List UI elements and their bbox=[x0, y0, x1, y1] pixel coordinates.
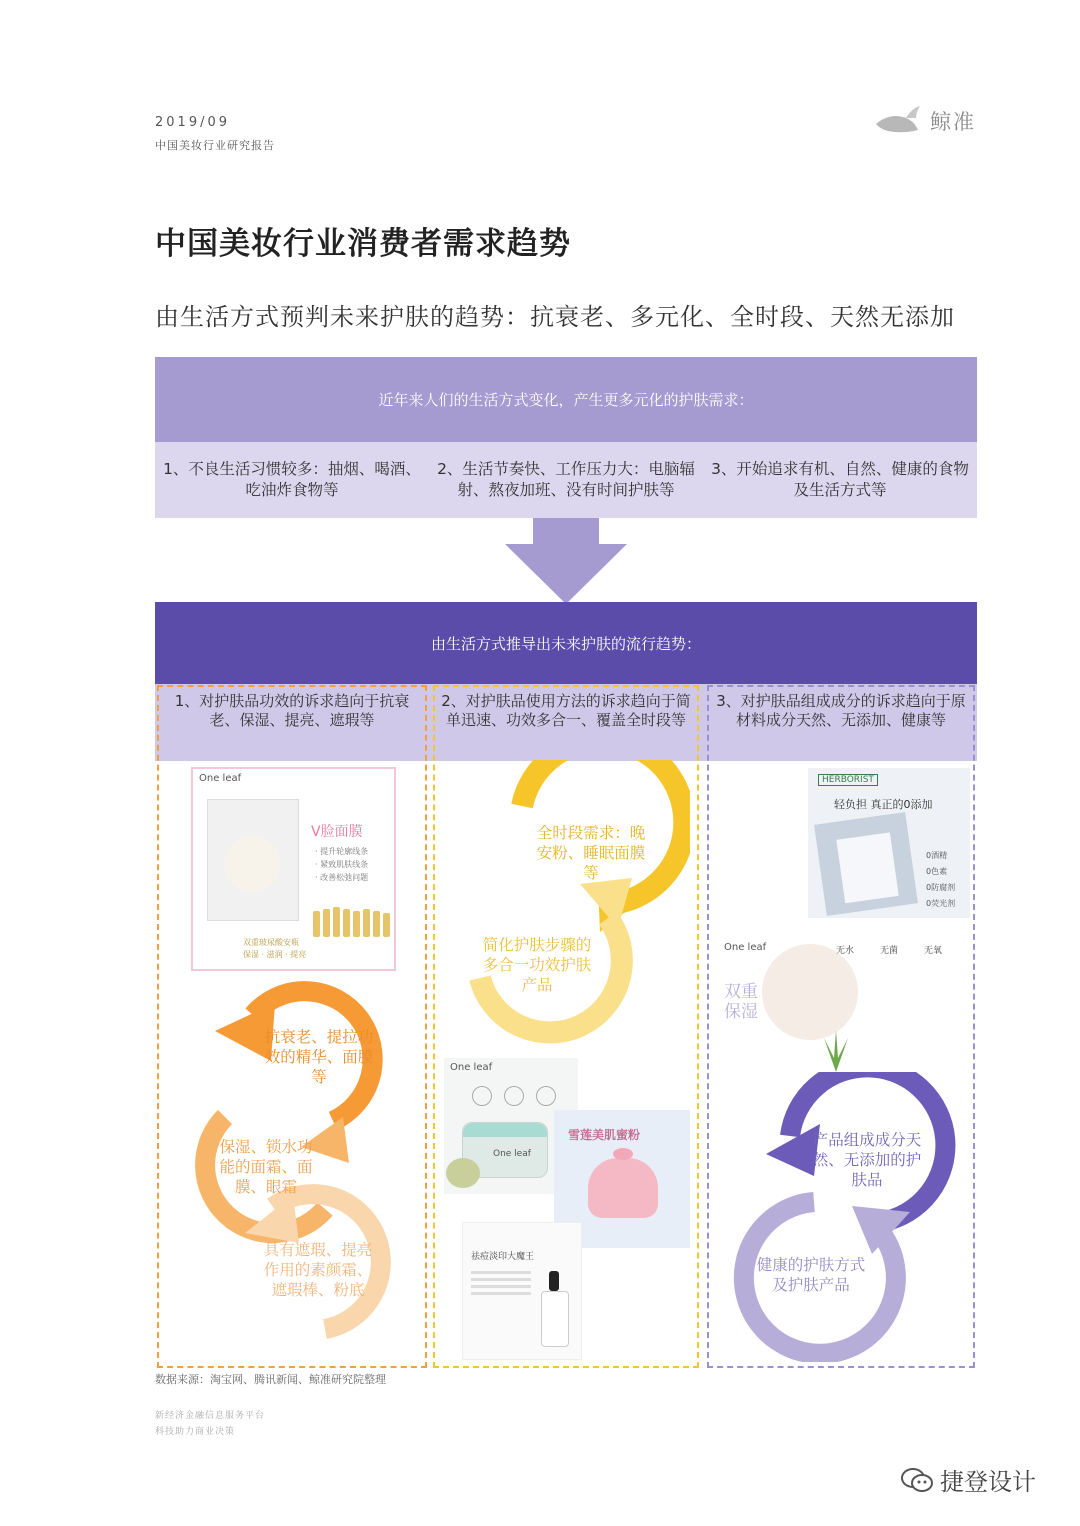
watermark-text: 捷登设计 bbox=[940, 1468, 1036, 1496]
product-image-serum bbox=[462, 1222, 582, 1360]
logo-text: 鲸准 bbox=[930, 110, 976, 134]
aloe-icon bbox=[818, 1028, 854, 1072]
product-tagline: 轻负担 真正的0添加 bbox=[834, 798, 933, 811]
product-brand: HERBORIST bbox=[818, 774, 878, 786]
down-arrow-icon bbox=[505, 518, 627, 604]
need-item: 2、生活节奏快、工作压力大：电脑辐射、熬夜加班、没有时间护肤等 bbox=[437, 460, 695, 499]
feature-label: 无氧 bbox=[924, 946, 943, 956]
logo bbox=[872, 104, 976, 138]
product-brand: One leaf bbox=[724, 942, 767, 953]
needs-header-text: 近年来人们的生活方式变化，产生更多元化的护肤需求： bbox=[378, 391, 754, 409]
data-source: 数据来源：淘宝网、腾讯新闻、鲸准研究院整理 bbox=[155, 1373, 386, 1386]
purple-cycle-graphic bbox=[722, 1072, 962, 1362]
need-item: 3、开始追求有机、自然、健康的食物及生活方式等 bbox=[711, 460, 969, 499]
ring-text: 保湿、锁水功能的面霜、面膜、眼霜 bbox=[219, 1138, 313, 1196]
jar-brand: One leaf bbox=[493, 1149, 531, 1159]
ring-text: 全时段需求：晚安粉、睡眠面膜等 bbox=[536, 824, 646, 882]
ampoule-icon bbox=[311, 901, 391, 939]
whale-icon bbox=[872, 104, 924, 138]
ampoule-vials bbox=[311, 901, 391, 939]
report-name: 中国美妆行业研究报告 bbox=[155, 139, 275, 152]
footer-line: 科技助力商业决策 bbox=[155, 1427, 236, 1437]
trends-header bbox=[155, 602, 977, 684]
product-big-text: 双重保湿 bbox=[724, 982, 758, 1022]
check-item: 0色素 bbox=[926, 867, 948, 876]
trend-title-3: 3、对护肤品组成成分的诉求趋向于原材料成分天然、无添加、健康等 bbox=[716, 692, 966, 729]
feature-icon bbox=[536, 1086, 556, 1106]
product-line: · 提升轮廓线条 bbox=[315, 847, 369, 856]
check-list bbox=[926, 848, 955, 912]
mask-circle bbox=[224, 836, 280, 892]
product-lines bbox=[315, 845, 368, 884]
product-title: 雪莲美肌蜜粉 bbox=[568, 1128, 641, 1142]
report-date: 2019/09 bbox=[155, 115, 231, 130]
ring-text: 简化护肤步骤的多合一功效护肤产品 bbox=[482, 936, 592, 994]
ring-text: 健康的护肤方式及护肤产品 bbox=[756, 1256, 866, 1294]
footer-line: 新经济金融信息服务平台 bbox=[155, 1411, 266, 1421]
needs-row bbox=[155, 442, 977, 518]
powder-jar bbox=[588, 1158, 658, 1218]
feature-label: 无菌 bbox=[880, 946, 899, 956]
needs-header bbox=[155, 357, 977, 442]
jar-knob bbox=[613, 1148, 633, 1160]
product-image-moisture bbox=[718, 938, 970, 1078]
check-item: 0酒精 bbox=[926, 851, 948, 860]
product-image-herborist bbox=[808, 768, 970, 918]
cream-blob bbox=[762, 944, 858, 1040]
mask-label bbox=[836, 832, 898, 903]
feature-icons bbox=[472, 1086, 556, 1106]
mask-package bbox=[814, 812, 918, 916]
product-bottom: 双重玻尿酸安瓶 bbox=[243, 938, 299, 947]
product-title: 祛痘淡印大魔王 bbox=[471, 1252, 535, 1262]
product-brand: One leaf bbox=[199, 773, 242, 784]
wechat-icon bbox=[900, 1466, 934, 1494]
product-title: V脸面膜 bbox=[311, 824, 363, 840]
fruit-decoration bbox=[446, 1158, 480, 1188]
product-line: · 紧致肌肤线条 bbox=[315, 860, 369, 869]
mask-package bbox=[207, 799, 299, 921]
serum-lines bbox=[471, 1267, 531, 1299]
feature-icon bbox=[504, 1086, 524, 1106]
trend-title-2: 2、对护肤品使用方法的诉求趋向于简单迅速、功效多合一、覆盖全时段等 bbox=[441, 692, 691, 729]
watermark bbox=[900, 1462, 1036, 1497]
page-title: 中国美妆行业消费者需求趋势 bbox=[155, 226, 571, 262]
ring-text: 抗衰老、提拉功效的精华、面膜等 bbox=[264, 1028, 374, 1086]
ring-text: 产品组成成分天然、无添加的护肤品 bbox=[812, 1131, 922, 1189]
page-subtitle: 由生活方式预判未来护肤的趋势：抗衰老、多元化、全时段、天然无添加 bbox=[155, 303, 955, 331]
jar-cream-top bbox=[463, 1123, 547, 1137]
product-image-mask bbox=[191, 767, 396, 971]
serum-bottle bbox=[541, 1271, 567, 1345]
feature-icon bbox=[472, 1086, 492, 1106]
trends-header-text: 由生活方式推导出未来护肤的流行趋势： bbox=[430, 634, 701, 653]
check-item: 0防腐剂 bbox=[926, 883, 956, 892]
product-brand: One leaf bbox=[450, 1062, 493, 1073]
label-row bbox=[836, 943, 942, 956]
need-item: 1、不良生活习惯较多：抽烟、喝酒、吃油炸食物等 bbox=[163, 460, 421, 499]
check-item: 0荧光剂 bbox=[926, 899, 956, 908]
product-line: · 改善松弛问题 bbox=[315, 873, 369, 882]
feature-label: 无水 bbox=[836, 946, 855, 956]
trend-title-1: 1、对护肤品功效的诉求趋向于抗衰老、保湿、提亮、遮瑕等 bbox=[174, 692, 410, 729]
yellow-cycle-graphic bbox=[450, 760, 690, 1060]
product-bottom2: 保湿 · 滋润 · 提亮 bbox=[243, 950, 307, 959]
ring-text: 具有遮瑕、提亮作用的素颜霜、遮瑕棒、粉底 bbox=[263, 1241, 373, 1299]
